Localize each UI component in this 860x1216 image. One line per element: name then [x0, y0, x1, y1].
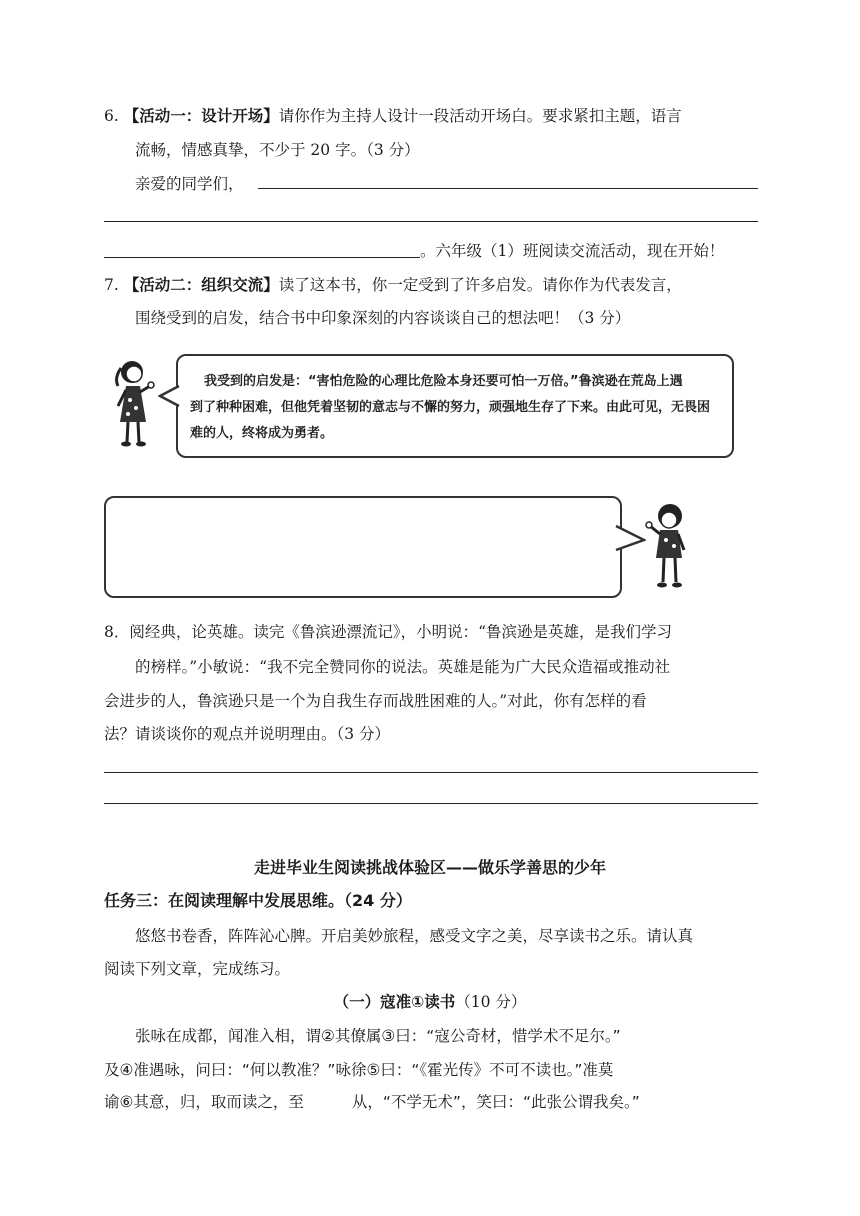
q8-line3: 会进步的人，鲁滨逊只是一个为自我生存而战胜困难的人。”对此，你有怎样的看: [104, 692, 647, 710]
q6-line2: 流畅，情感真挚，不少于 20 字。（3 分）: [135, 141, 420, 159]
q6-greeting: 亲爱的同学们，: [135, 175, 244, 193]
q7-number: 7.: [104, 276, 119, 294]
q7-tag: 【活动二：组织交流】: [123, 276, 279, 294]
q6-ending: 。六年级（1）班阅读交流活动，现在开始！: [420, 242, 725, 260]
answer-line[interactable]: [104, 772, 758, 773]
answer-line[interactable]: [258, 188, 758, 189]
section-title: 走进毕业生阅读挑战体验区——做乐学善思的少年: [253, 858, 606, 877]
q8-line4: 法？请谈谈你的观点并说明理由。（3 分）: [104, 725, 391, 743]
answer-line[interactable]: [104, 221, 758, 222]
answer-speech-bubble[interactable]: [104, 496, 622, 598]
boy-illustration-icon: [642, 500, 694, 590]
q8-line2: 的榜样。”小敏说：“我不完全赞同你的说法。英雄是能为广大民众造福或推动社: [135, 658, 671, 676]
answer-line[interactable]: [104, 803, 758, 804]
q7-line1: [104, 273, 682, 295]
q6-prompt-1: 请你作为主持人设计一段活动开场白。要求紧扣主题，语言: [278, 107, 682, 125]
passage-score: （10 分）: [455, 993, 527, 1011]
task-heading: 任务三：在阅读理解中发展思维。（24 分）: [104, 891, 412, 910]
q6-number: 6.: [104, 107, 119, 125]
intro-line2: 阅读下列文章，完成练习。: [104, 960, 291, 978]
passage-line3-b: 从，“不学无术”，笑曰：“此张公谓我矣。”: [351, 1093, 640, 1111]
passage-line3: [104, 1090, 640, 1112]
bubble-pointer-icon: [158, 384, 180, 410]
q7-prompt-1: 读了这本书，你一定受到了许多启发。请你作为代表发言，: [278, 276, 682, 294]
q6-tag: 【活动一：设计开场】: [123, 107, 279, 125]
example-text-1: 我受到的启发是：“害怕危险的心理比危险本身还要可怕一万倍。”鲁滨逊在荒岛上遇: [204, 374, 683, 389]
q7-line2: 围绕受到的启发，结合书中印象深刻的内容谈谈自己的想法吧！（3 分）: [135, 309, 631, 327]
example-text-3: 难的人，终将成为勇者。: [190, 426, 334, 441]
passage-line1: 张咏在成都，闻准入相，谓②其僚属③曰：“寇公奇材，惜学术不足尔。”: [135, 1027, 621, 1045]
answer-line[interactable]: [104, 257, 420, 258]
passage-line2: 及④准遇咏，问曰：“何以教准？”咏徐⑤曰：“《霍光传》不可不读也。”准莫: [104, 1061, 614, 1079]
girl-illustration-icon: [108, 356, 160, 448]
example-text-2: 到了种种困难，但他凭着坚韧的意志与不懈的努力，顽强地生存了下来。由此可见，无畏困: [190, 400, 711, 415]
passage-line3-a: 谕⑥其意，归，取而读之，至: [104, 1093, 304, 1111]
passage-title-text: （一）寇准①读书: [333, 993, 456, 1011]
q8-line1: 8．阅经典，论英雄。读完《鲁滨逊漂流记》，小明说：“鲁滨逊是英雄，是我们学习: [104, 623, 673, 641]
intro-line1: 悠悠书卷香，阵阵沁心脾。开启美妙旅程，感受文字之美，尽享读书之乐。请认真: [135, 927, 694, 945]
q6-line1: [104, 104, 682, 126]
passage-title: [0, 990, 860, 1012]
